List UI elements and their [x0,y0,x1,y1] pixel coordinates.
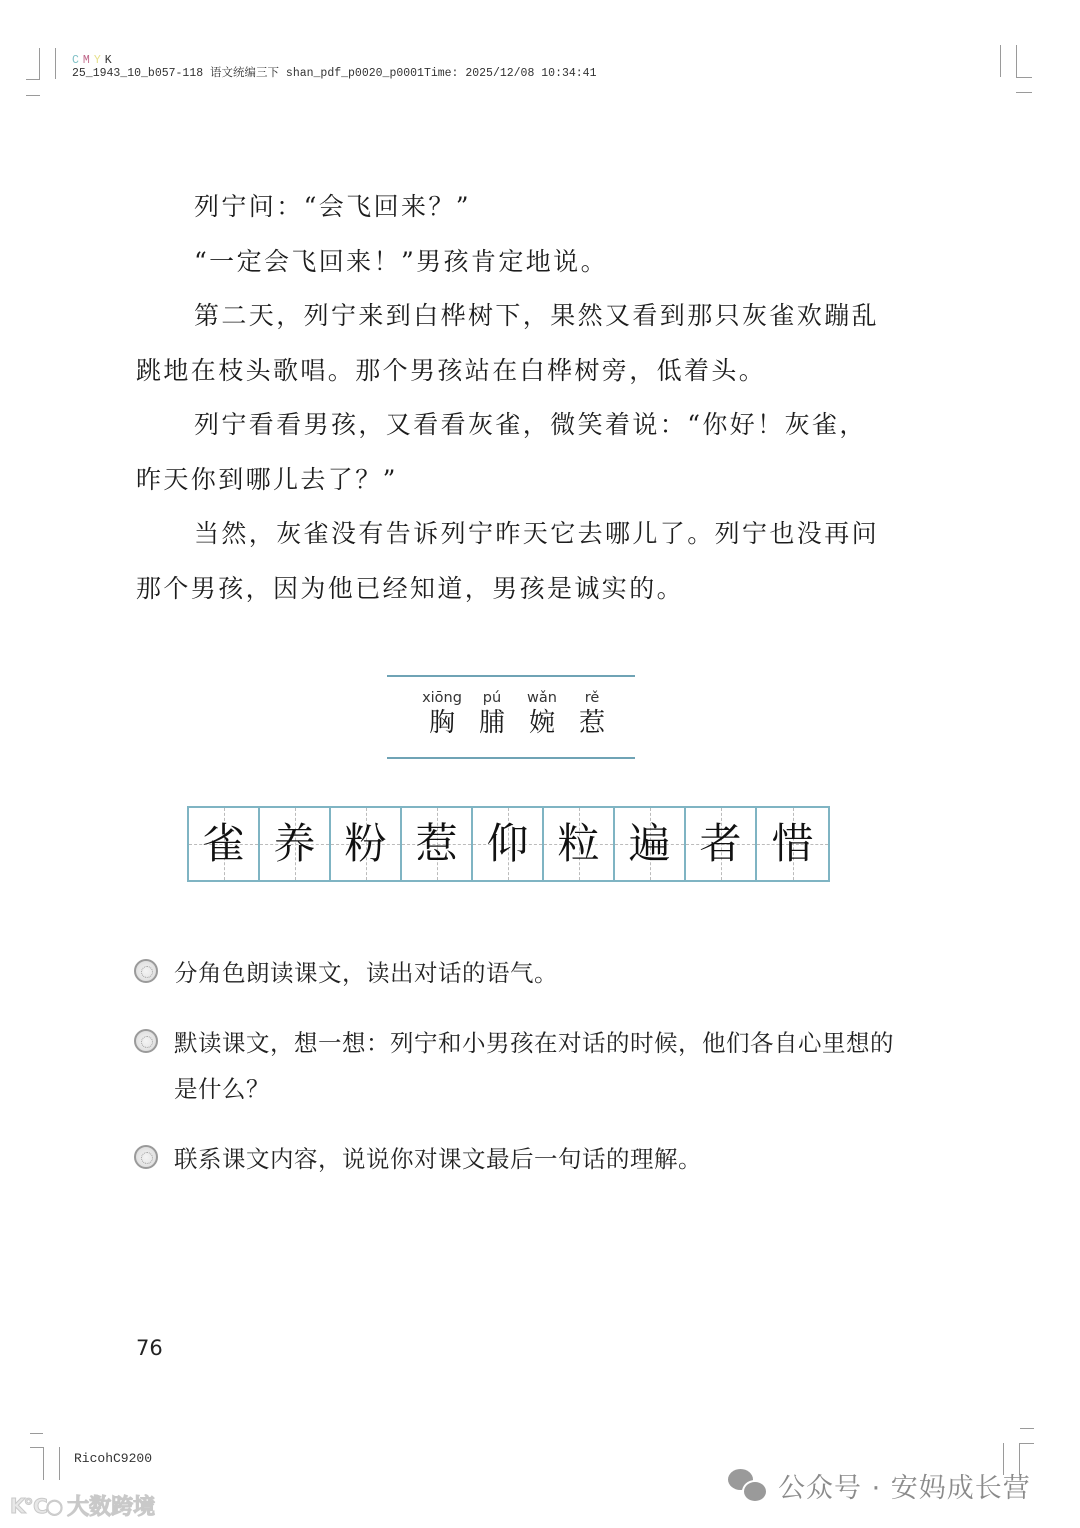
crop-mark [1016,77,1032,78]
grid-character: 养 [273,819,316,868]
exercise-badge-icon [134,1145,158,1169]
grid-character: 仰 [486,819,529,868]
story-paragraph: 列宁看看男孩，又看看灰雀，微笑着说：“你好！灰雀，昨天你到哪儿去了？” [136,410,867,494]
exercise-text: 默读课文，想一想：列宁和小男孩在对话的时候，他们各自心里想的是什么？ [174,1029,894,1103]
crop-mark [1016,92,1032,93]
hanzi: 婉 [528,708,555,738]
crop-mark [1000,45,1001,77]
exercise-badge-icon [134,959,158,983]
story-paragraph: “一定会飞回来！”男孩肯定地说。 [194,246,608,276]
grid-character: 惹 [415,819,458,868]
printer-label: RicohC9200 [74,1451,153,1466]
grid-cell [331,808,402,880]
pinyin: rě [584,690,600,706]
watermark-logo-icon: K℃○ [10,1493,62,1518]
watermark-left-text: 大数跨境 [67,1495,156,1520]
writing-grid [187,806,830,882]
cmyk-marks [72,54,596,67]
watermark-right-text: 公众号 · 安妈成长营 [778,1473,1031,1504]
grid-character: 雀 [202,819,245,868]
crop-mark [43,1447,44,1480]
hanzi: 胸 [428,708,455,738]
exercise-item [134,950,894,996]
vocab-item [517,689,567,739]
cmyk-c: C [72,54,79,67]
grid-cell [686,808,757,880]
vocab-item [567,689,617,739]
watermark-right [728,1466,1031,1505]
cmyk-k: K [104,54,112,67]
hanzi: 惹 [578,708,605,738]
crop-mark [55,48,56,79]
grid-character: 惜 [771,819,814,868]
grid-character: 者 [699,819,742,868]
pinyin: wǎn [527,690,557,706]
exercise-item [134,1136,894,1182]
exercise-item [134,1020,894,1112]
exercise-text: 分角色朗读课文，读出对话的语气。 [174,959,558,987]
crop-mark [30,1433,43,1434]
wechat-icon [728,1469,768,1503]
grid-character: 粉 [344,819,387,868]
exercise-badge-icon [134,1029,158,1053]
grid-cell [189,808,260,880]
grid-cell [260,808,331,880]
grid-cell [757,808,828,880]
hanzi: 脯 [478,708,505,738]
crop-mark [26,95,40,96]
grid-character: 粒 [557,819,600,868]
cmyk-m: M [82,54,90,67]
crop-mark [1016,45,1017,77]
crop-mark [59,1447,60,1480]
vocab-item [417,689,467,739]
page-number: 76 [136,1336,163,1360]
cmyk-y: Y [93,54,101,67]
exercise-text: 联系课文内容，说说你对课文最后一句话的理解。 [174,1145,702,1173]
vocab-item [467,689,517,739]
print-slug [72,54,596,80]
story-paragraph: 当然，灰雀没有告诉列宁昨天它去哪儿了。列宁也没再问那个男孩，因为他已经知道，男孩是诚实的。 [136,519,880,603]
grid-cell [402,808,473,880]
grid-cell [615,808,686,880]
watermark-left [10,1490,155,1521]
grid-cell [544,808,615,880]
vocab-box [387,675,635,759]
crop-mark [30,1447,43,1448]
story-paragraph: 第二天，列宁来到白桦树下，果然又看到那只灰雀欢蹦乱跳地在枝头歌唱。那个男孩站在白桦树旁，低着头。 [136,301,880,385]
crop-mark [1020,1428,1034,1429]
story-text [136,180,888,616]
crop-mark [1020,1443,1034,1444]
crop-mark [39,48,40,79]
grid-character: 遍 [628,819,671,868]
crop-mark [26,79,40,80]
story-paragraph: 列宁问：“会飞回来？” [194,192,471,221]
grid-cell [473,808,544,880]
pinyin: xiōng [422,690,462,706]
print-slug-line: 25_1943_10_b057-118 语文统编三下 shan_pdf_p0020_p0001Time: 2025/12/08 10:34:41 [72,67,597,80]
vocab-row [417,689,617,739]
pinyin: pú [482,690,502,706]
